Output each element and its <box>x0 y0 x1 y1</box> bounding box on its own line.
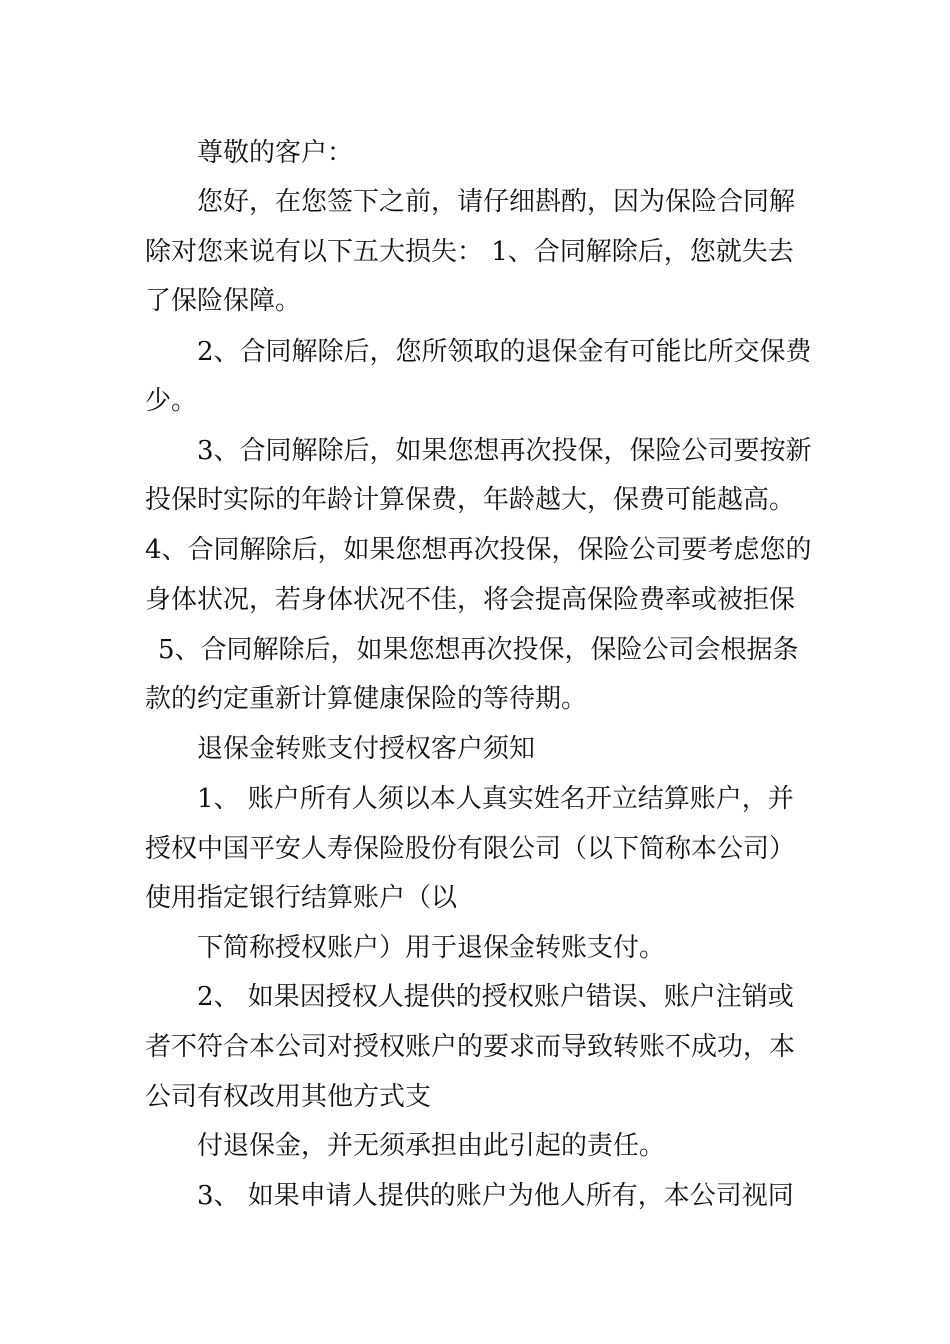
paragraph-line: 使用指定银行结算账户（以 <box>145 883 458 913</box>
paragraph-line: 下简称授权账户）用于退保金转账支付。 <box>197 933 666 963</box>
salutation: 尊敬的客户： <box>197 138 354 168</box>
paragraph-line: 4、合同解除后，如果您想再次投保，保险公司要考虑您的 <box>145 535 812 565</box>
paragraph-line: 3、合同解除后，如果您想再次投保，保险公司要按新 <box>197 436 812 466</box>
paragraph-line: 投保时实际的年龄计算保费，年龄越大，保费可能越高。 <box>145 485 796 515</box>
paragraph-line: 身体状况，若身体状况不佳，将会提高保险费率或被拒保 <box>145 585 796 615</box>
section-heading: 退保金转账支付授权客户须知 <box>197 734 536 764</box>
paragraph-line: 付退保金，并无须承担由此引起的责任。 <box>197 1131 666 1161</box>
paragraph-line: 公司有权改用其他方式支 <box>145 1082 432 1112</box>
paragraph-line: 款的约定重新计算健康保险的等待期。 <box>145 684 588 714</box>
paragraph-line: 2、 如果因授权人提供的授权账户错误、账户注销或 <box>197 982 794 1012</box>
paragraph-line: 3、 如果申请人提供的账户为他人所有，本公司视同 <box>197 1181 794 1211</box>
paragraph-line: 除对您来说有以下五大损失： 1、合同解除后，您就失去 <box>145 237 794 267</box>
paragraph-line: 5、合同解除后，如果您想再次投保，保险公司会根据条 <box>158 635 799 665</box>
paragraph-line: 授权中国平安人寿保险股份有限公司（以下简称本公司） <box>145 834 796 864</box>
paragraph-line: 2、合同解除后，您所领取的退保金有可能比所交保费 <box>197 337 812 367</box>
paragraph-line: 者不符合本公司对授权账户的要求而导致转账不成功，本 <box>145 1032 796 1062</box>
paragraph-line: 了保险保障。 <box>145 286 302 316</box>
paragraph-line: 少。 <box>145 386 198 416</box>
paragraph-line: 您好，在您签下之前，请仔细斟酌，因为保险合同解 <box>197 187 796 217</box>
paragraph-line: 1、 账户所有人须以本人真实姓名开立结算账户，并 <box>197 784 794 814</box>
